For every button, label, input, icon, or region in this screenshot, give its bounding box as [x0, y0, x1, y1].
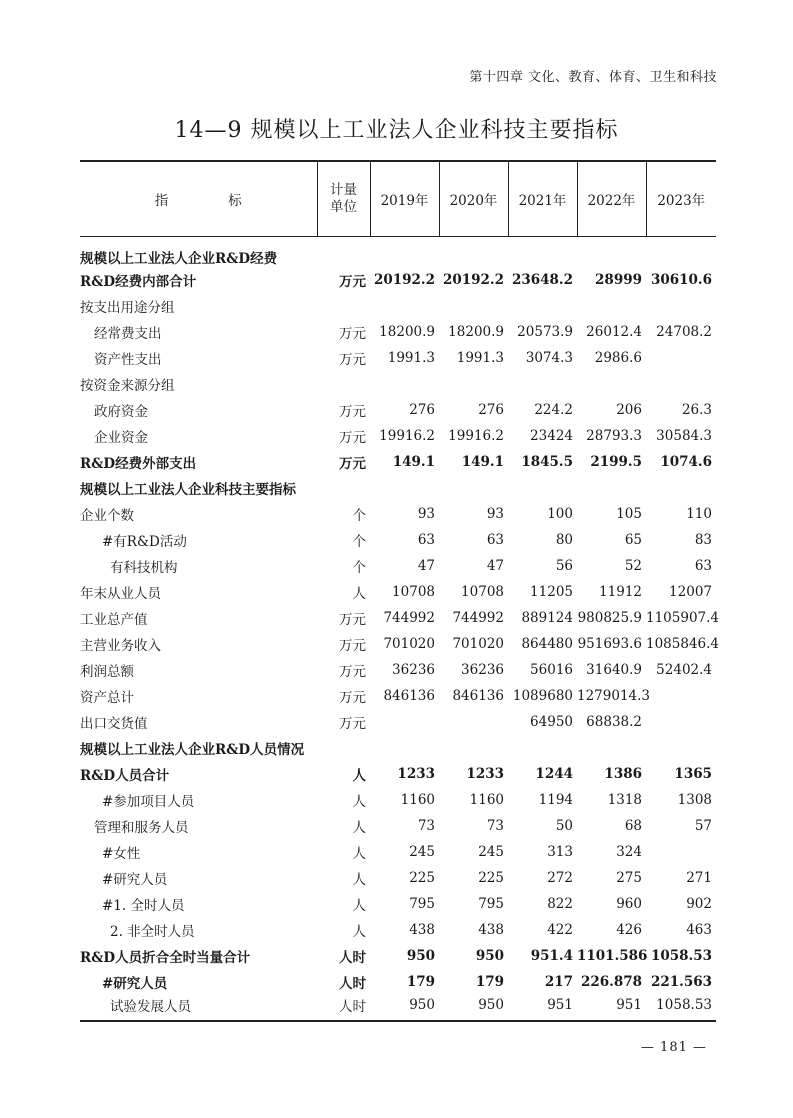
value-cell: 1058.53 — [650, 947, 712, 964]
indicator-name-cell: 政府资金 — [94, 403, 148, 420]
table-row — [80, 267, 716, 293]
table-row — [80, 657, 716, 683]
value-cell: 225 — [409, 869, 435, 886]
value-cell — [577, 735, 646, 761]
value-cell: 463 — [686, 921, 712, 938]
table-row — [80, 917, 716, 943]
value-cell: 2986.6 — [594, 349, 642, 366]
unit-cell: 万元 — [339, 325, 366, 342]
indicator-name-cell: #研究人员 — [102, 871, 168, 888]
value-cell — [439, 236, 508, 267]
indicator-name-cell: 规模以上工业法人企业R&D经费 — [80, 250, 278, 267]
value-cell: 56016 — [530, 661, 573, 678]
value-cell: 701020 — [383, 635, 435, 652]
value-cell: 1244 — [535, 765, 573, 782]
table-row — [80, 579, 716, 605]
value-cell: 1074.6 — [660, 453, 712, 470]
indicator-name-cell: 工业总产值 — [80, 611, 148, 628]
year-column-header: 2023年 — [646, 161, 716, 236]
indicator-name-cell: #研究人员 — [102, 975, 168, 992]
value-cell — [646, 293, 716, 319]
table-row — [80, 709, 716, 735]
value-cell — [439, 371, 508, 397]
value-cell: 36236 — [392, 661, 435, 678]
unit-header-line-1: 计量 — [330, 181, 357, 198]
indicator-name-cell: 主营业务收入 — [80, 637, 161, 654]
table-row — [80, 839, 716, 865]
value-cell: 1233 — [397, 765, 435, 782]
value-cell: 83 — [694, 531, 712, 548]
value-cell — [508, 371, 577, 397]
indicator-name-cell: R&D经费内部合计 — [80, 273, 197, 290]
value-cell: 846136 — [383, 687, 435, 704]
unit-cell: 人 — [352, 845, 366, 862]
table-row — [80, 345, 716, 371]
value-cell: 149.1 — [392, 453, 435, 470]
indicator-name-cell: 规模以上工业法人企业科技主要指标 — [80, 481, 296, 498]
indicator-name-cell: 经常费支出 — [94, 325, 162, 342]
value-cell: 889124 — [521, 609, 573, 626]
indicator-name-cell: #1. 全时人员 — [102, 897, 185, 914]
value-cell: 1160 — [469, 791, 504, 808]
table-row — [80, 813, 716, 839]
indicator-name-cell: #有R&D活动 — [102, 533, 187, 550]
value-cell: 11205 — [530, 583, 573, 600]
value-cell: 52402.4 — [656, 661, 712, 678]
value-cell: 226.878 — [580, 973, 642, 990]
value-cell: 864480 — [521, 635, 573, 652]
value-cell: 1194 — [538, 791, 573, 808]
value-cell: 1160 — [400, 791, 435, 808]
indicator-name-cell: 资产性支出 — [94, 351, 162, 368]
table-row — [80, 397, 716, 423]
value-cell: 245 — [409, 843, 435, 860]
value-cell: 36236 — [461, 661, 504, 678]
value-cell: 206 — [616, 401, 642, 418]
value-cell: 276 — [409, 401, 435, 418]
indicator-name-cell: 管理和服务人员 — [94, 819, 189, 836]
value-cell: 950 — [439, 995, 508, 1021]
value-cell — [508, 475, 577, 501]
value-cell: 47 — [486, 557, 504, 574]
value-cell: 272 — [547, 869, 573, 886]
value-cell: 179 — [475, 973, 504, 990]
table-row — [80, 527, 716, 553]
unit-cell: 人 — [352, 585, 366, 602]
value-cell: 31640.9 — [586, 661, 642, 678]
value-cell: 1233 — [466, 765, 504, 782]
chapter-header: 第十四章 文化、教育、体育、卫生和科技 — [469, 70, 717, 85]
value-cell: 902 — [686, 895, 712, 912]
value-cell: 20192.2 — [442, 271, 504, 288]
table-row — [80, 865, 716, 891]
table-header — [80, 161, 716, 236]
value-cell: 47 — [417, 557, 435, 574]
unit-cell: 万元 — [339, 689, 366, 706]
unit-cell: 万元 — [339, 429, 366, 446]
value-cell — [646, 345, 716, 371]
value-cell: 950 — [370, 995, 439, 1021]
value-cell: 11912 — [599, 583, 642, 600]
indicator-name-cell: R&D经费外部支出 — [80, 455, 197, 472]
table-row — [80, 293, 716, 319]
unit-cell: 人时 — [317, 995, 370, 1021]
value-cell: 10708 — [461, 583, 504, 600]
indicator-name-cell: 规模以上工业法人企业R&D人员情况 — [80, 741, 305, 758]
value-cell: 960 — [616, 895, 642, 912]
value-cell: 63 — [486, 531, 504, 548]
value-cell — [370, 293, 439, 319]
value-cell: 93 — [417, 505, 435, 522]
value-cell: 324 — [616, 843, 642, 860]
year-column-header: 2019年 — [370, 161, 439, 236]
unit-cell: 个 — [352, 533, 366, 550]
value-cell — [439, 735, 508, 761]
table-row — [80, 605, 716, 631]
value-cell: 744992 — [452, 609, 504, 626]
unit-cell: 万元 — [339, 351, 366, 368]
value-cell: 1365 — [674, 765, 712, 782]
unit-cell — [317, 293, 370, 319]
value-cell: 1089680 — [512, 687, 573, 704]
value-cell: 52 — [624, 557, 642, 574]
value-cell — [577, 475, 646, 501]
table-body — [80, 236, 720, 1021]
value-cell: 1386 — [604, 765, 642, 782]
value-cell: 50 — [555, 817, 573, 834]
value-cell: 1991.3 — [456, 349, 504, 366]
table-row — [80, 475, 716, 501]
value-cell: 1105907.4 — [646, 609, 720, 626]
value-cell: 1101.586 — [577, 947, 648, 964]
indicator-name-cell: 利润总额 — [80, 663, 134, 680]
value-cell: 1085846.4 — [646, 635, 720, 652]
value-cell — [508, 236, 577, 267]
value-cell: 438 — [409, 921, 435, 938]
value-cell: 1058.53 — [646, 995, 716, 1021]
value-cell: 149.1 — [461, 453, 504, 470]
unit-cell: 人 — [352, 767, 366, 784]
unit-cell: 万元 — [339, 611, 366, 628]
value-cell — [646, 371, 716, 397]
value-cell — [577, 371, 646, 397]
value-cell: 73 — [486, 817, 504, 834]
unit-cell: 人时 — [339, 949, 366, 966]
year-column-header: 2022年 — [577, 161, 646, 236]
value-cell: 217 — [544, 973, 573, 990]
value-cell: 980825.9 — [577, 609, 642, 626]
unit-cell: 万元 — [339, 403, 366, 420]
table-row — [80, 683, 716, 709]
table-row — [80, 631, 716, 657]
indicator-name-cell: 企业资金 — [94, 429, 148, 446]
table-row — [80, 371, 716, 397]
table-row — [80, 943, 716, 969]
value-cell — [370, 475, 439, 501]
value-cell: 245 — [478, 843, 504, 860]
value-cell — [646, 475, 716, 501]
value-cell: 3074.3 — [525, 349, 573, 366]
value-cell: 225 — [478, 869, 504, 886]
unit-cell: 万元 — [339, 273, 366, 290]
year-column-header: 2020年 — [439, 161, 508, 236]
table-row — [80, 969, 716, 995]
indicator-name-cell: 年末从业人员 — [80, 585, 161, 602]
indicator-name-cell: 出口交货值 — [80, 715, 148, 732]
value-cell — [439, 709, 508, 735]
unit-cell: 个 — [352, 559, 366, 576]
unit-cell: 万元 — [339, 637, 366, 654]
unit-cell — [317, 735, 370, 761]
value-cell: 179 — [406, 973, 435, 990]
value-cell: 276 — [478, 401, 504, 418]
indicator-column-header — [80, 161, 317, 236]
value-cell: 795 — [409, 895, 435, 912]
indicator-name-cell: 试验发展人员 — [80, 995, 317, 1021]
value-cell: 19916.2 — [448, 427, 504, 444]
value-cell: 23648.2 — [511, 271, 573, 288]
value-cell: 426 — [616, 921, 642, 938]
table-row — [80, 449, 716, 475]
value-cell: 795 — [478, 895, 504, 912]
value-cell: 221.563 — [650, 973, 712, 990]
unit-cell: 人 — [352, 819, 366, 836]
value-cell — [370, 236, 439, 267]
value-cell: 68838.2 — [586, 713, 642, 730]
value-cell: 30610.6 — [650, 271, 712, 288]
table-row — [80, 236, 716, 267]
table-row — [80, 735, 716, 761]
indicator-name-cell: R&D人员合计 — [80, 767, 170, 784]
value-cell — [646, 839, 716, 865]
value-cell: 100 — [547, 505, 573, 522]
value-cell: 1845.5 — [521, 453, 573, 470]
indicator-name-cell: 资产总计 — [80, 689, 134, 706]
value-cell: 951693.6 — [577, 635, 642, 652]
value-cell: 93 — [486, 505, 504, 522]
value-cell — [439, 475, 508, 501]
table-row — [80, 761, 716, 787]
indicator-name-cell: 按支出用途分组 — [80, 299, 175, 316]
value-cell — [577, 293, 646, 319]
value-cell: 1308 — [677, 791, 712, 808]
value-cell: 951 — [577, 995, 646, 1021]
value-cell: 26012.4 — [586, 323, 642, 340]
unit-cell: 人时 — [339, 975, 366, 992]
value-cell: 20573.9 — [517, 323, 573, 340]
value-cell: 23424 — [530, 427, 573, 444]
value-cell — [439, 293, 508, 319]
value-cell: 18200.9 — [379, 323, 435, 340]
indicator-header-char-1: 指 — [154, 192, 169, 209]
value-cell: 1991.3 — [387, 349, 435, 366]
indicator-table-wrapper — [80, 160, 720, 1022]
value-cell: 846136 — [452, 687, 504, 704]
value-cell: 105 — [616, 505, 642, 522]
value-cell: 313 — [547, 843, 573, 860]
value-cell: 2199.5 — [590, 453, 642, 470]
table-row — [80, 553, 716, 579]
unit-cell: 人 — [352, 923, 366, 940]
indicator-name-cell: #女性 — [102, 845, 141, 862]
value-cell — [370, 709, 439, 735]
indicator-table — [80, 160, 720, 1022]
page-number: — 181 — — [640, 1040, 707, 1055]
value-cell: 438 — [478, 921, 504, 938]
value-cell: 110 — [686, 505, 712, 522]
value-cell — [370, 371, 439, 397]
indicator-name-cell: 有科技机构 — [110, 559, 178, 576]
page-title: 14—9 规模以上工业法人企业科技主要指标 — [174, 118, 619, 143]
table-row — [80, 423, 716, 449]
value-cell — [370, 735, 439, 761]
unit-cell — [317, 236, 370, 267]
table-row — [80, 995, 716, 1021]
value-cell — [646, 709, 716, 735]
value-cell: 20192.2 — [373, 271, 435, 288]
value-cell: 24708.2 — [656, 323, 712, 340]
indicator-name-cell: R&D人员折合全时当量合计 — [80, 949, 251, 966]
indicator-name-cell: 2. 非全时人员 — [110, 923, 195, 940]
unit-cell: 人 — [352, 897, 366, 914]
table-row — [80, 501, 716, 527]
value-cell: 19916.2 — [379, 427, 435, 444]
value-cell — [646, 683, 716, 709]
value-cell: 64950 — [530, 713, 573, 730]
table-row — [80, 891, 716, 917]
value-cell — [646, 735, 716, 761]
indicator-name-cell: 按资金来源分组 — [80, 377, 175, 394]
unit-cell: 万元 — [339, 663, 366, 680]
unit-cell: 人 — [352, 871, 366, 888]
value-cell: 80 — [555, 531, 573, 548]
value-cell: 26.3 — [681, 401, 712, 418]
unit-cell: 万元 — [339, 715, 366, 732]
value-cell: 63 — [694, 557, 712, 574]
table-row — [80, 319, 716, 345]
value-cell — [577, 236, 646, 267]
value-cell: 950 — [406, 947, 435, 964]
value-cell: 28999 — [595, 271, 642, 288]
year-column-header: 2021年 — [508, 161, 577, 236]
value-cell — [646, 236, 716, 267]
value-cell: 422 — [547, 921, 573, 938]
value-cell: 1318 — [607, 791, 642, 808]
value-cell: 65 — [624, 531, 642, 548]
value-cell: 275 — [616, 869, 642, 886]
table-row — [80, 787, 716, 813]
value-cell: 63 — [417, 531, 435, 548]
value-cell — [508, 735, 577, 761]
value-cell: 57 — [694, 817, 712, 834]
unit-cell: 万元 — [339, 455, 366, 472]
indicator-name-cell: 企业个数 — [80, 507, 134, 524]
indicator-name-cell: #参加项目人员 — [102, 793, 195, 810]
value-cell: 1279014.3 — [577, 687, 651, 704]
value-cell — [508, 293, 577, 319]
unit-header-line-2: 单位 — [330, 198, 357, 215]
unit-cell: 人 — [352, 793, 366, 810]
value-cell: 68 — [624, 817, 642, 834]
value-cell: 12007 — [669, 583, 712, 600]
unit-cell — [317, 475, 370, 501]
unit-cell: 个 — [352, 507, 366, 524]
value-cell: 951.4 — [530, 947, 573, 964]
indicator-header-char-2: 标 — [228, 192, 242, 209]
value-cell: 18200.9 — [448, 323, 504, 340]
value-cell: 822 — [547, 895, 573, 912]
value-cell: 28793.3 — [586, 427, 642, 444]
value-cell: 224.2 — [534, 401, 573, 418]
value-cell: 701020 — [452, 635, 504, 652]
value-cell: 30584.3 — [656, 427, 712, 444]
value-cell: 951 — [508, 995, 577, 1021]
unit-column-header — [317, 161, 370, 236]
value-cell: 10708 — [392, 583, 435, 600]
value-cell: 73 — [417, 817, 435, 834]
value-cell: 56 — [555, 557, 573, 574]
unit-cell — [317, 371, 370, 397]
value-cell: 950 — [475, 947, 504, 964]
value-cell: 744992 — [383, 609, 435, 626]
value-cell: 271 — [686, 869, 712, 886]
